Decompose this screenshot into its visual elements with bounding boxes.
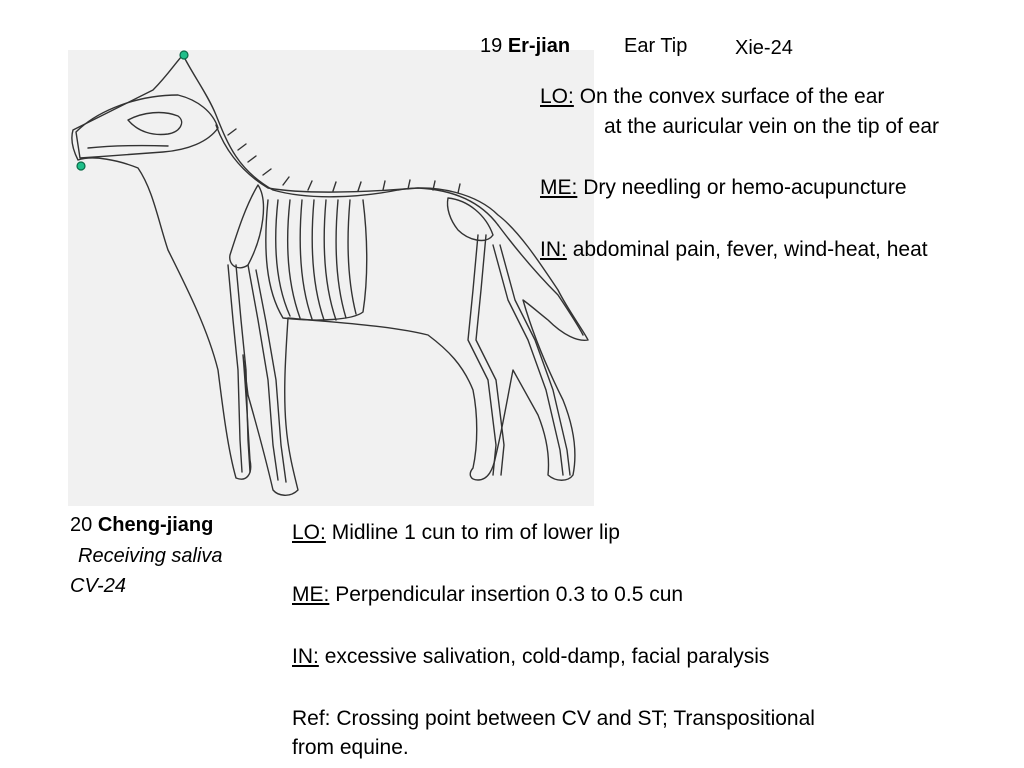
dog-body-outline: [72, 55, 588, 495]
point20-lo-text: Midline 1 cun to rim of lower lip: [331, 521, 620, 544]
point19-in-text: abdominal pain, fever, wind-heat, heat: [572, 238, 928, 261]
spine: [216, 125, 498, 225]
point19-location: [540, 84, 884, 110]
point20-name: Cheng-jiang: [97, 514, 214, 536]
point20-me-text: Perpendicular insertion 0.3 to 0.5 cun: [335, 583, 684, 606]
point20-location: [292, 520, 620, 546]
ribcage: [266, 200, 367, 320]
point20-code: CV-24: [70, 575, 126, 597]
skull: [76, 95, 218, 158]
point19-lo-line1: On the convex surface of the ear: [579, 85, 885, 108]
point19-number: 19: [480, 35, 503, 57]
point20-me-label: ME:: [292, 583, 330, 606]
point19-me-label: ME:: [540, 176, 578, 199]
cheng-jiang-point-marker: [77, 162, 85, 170]
point19-name: Er-jian: [507, 35, 571, 57]
point20-in-text: excessive salivation, cold-damp, facial paralysis: [324, 645, 770, 668]
point20-in-label: IN:: [292, 645, 319, 668]
point20-header: [70, 513, 213, 538]
point20-method: [292, 582, 683, 608]
point19-lo-line2: at the auricular vein on the tip of ear: [604, 115, 940, 138]
point20-indications: [292, 644, 769, 670]
point20-lo-label: LO:: [292, 521, 326, 544]
pelvis: [447, 198, 493, 240]
point19-me-text: Dry needling or hemo-acupuncture: [583, 176, 907, 199]
point19-in-label: IN:: [540, 238, 567, 261]
dog-skeleton-illustration: [68, 50, 594, 506]
point19-english-name: Ear Tip: [624, 35, 688, 57]
point19-lo-label: LO:: [540, 85, 574, 108]
point20-ref-line2: from equine.: [292, 736, 409, 759]
hind-leg-bones: [468, 235, 570, 475]
point19-header: [480, 34, 570, 59]
point19-code: Xie-24: [735, 37, 793, 59]
point20-english-name: Receiving saliva: [78, 545, 223, 567]
point20-ref-line1: Ref: Crossing point between CV and ST; Transpositional: [292, 707, 815, 730]
er-jian-point-marker: [180, 51, 188, 59]
scapula: [230, 185, 264, 268]
dog-skeleton-drawing: [68, 50, 594, 506]
front-leg-bones: [228, 265, 286, 482]
point19-indications: [540, 237, 928, 263]
point19-method: [540, 175, 907, 201]
point20-number: 20: [70, 514, 93, 536]
